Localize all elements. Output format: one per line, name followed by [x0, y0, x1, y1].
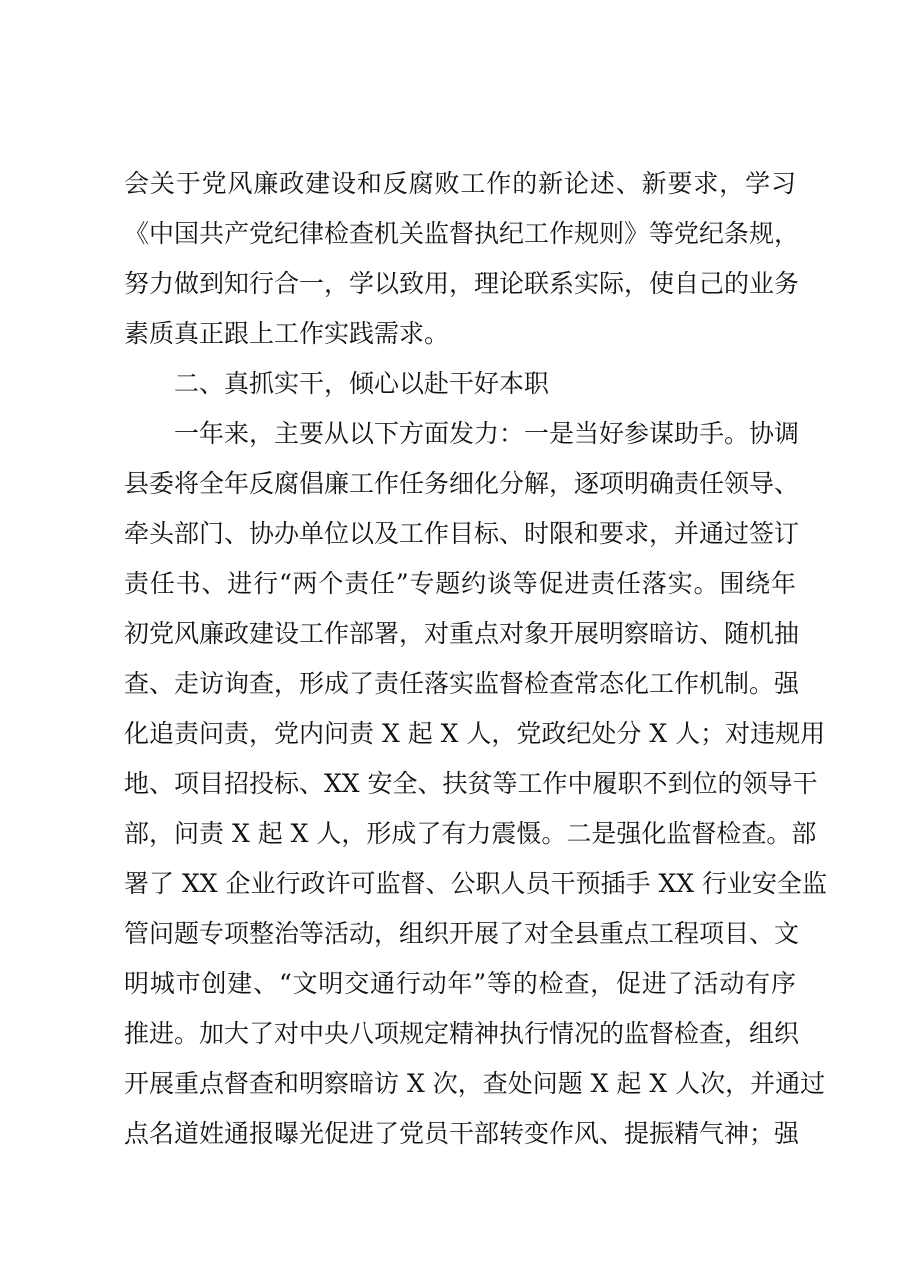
text-line-1: 会关于党风廉政建设和反腐败工作的新论述、新要求，学习: [124, 169, 796, 198]
text-line-18: 推进。加大了对中央八项规定精神执行情况的监督检查，组织: [124, 1019, 800, 1048]
section-heading: 二、真抓实干，倾心以赴干好本职: [174, 369, 550, 398]
text-line-11: 查、走访询查，形成了责任落实监督检查常态化工作机制。强: [124, 669, 800, 698]
text-line-9: 责任书、进行“两个责任”专题约谈等促进责任落实。围绕年: [124, 569, 796, 598]
text-line-2: 《中国共产党纪律检查机关监督执纪工作规则》等党纪条规，: [124, 219, 800, 248]
text-line-13: 地、项目招投标、XX 安全、扶贫等工作中履职不到位的领导干: [124, 769, 818, 798]
text-line-17: 明城市创建、“文明交通行动年”等的检查，促进了活动有序: [124, 969, 796, 998]
text-line-20: 点名道姓通报曝光促进了党员干部转变作风、提振精气神；强: [124, 1119, 800, 1148]
text-line-8: 牵头部门、协办单位以及工作目标、时限和要求，并通过签订: [124, 519, 800, 548]
text-line-16: 管问题专项整治等活动，组织开展了对全县重点工程项目、文: [124, 919, 800, 948]
text-line-7: 县委将全年反腐倡廉工作任务细化分解，逐项明确责任领导、: [124, 469, 800, 498]
text-line-6: 一年来，主要从以下方面发力：一是当好参谋助手。协调: [174, 419, 800, 448]
text-line-14: 部，问责 X 起 X 人，形成了有力震慑。二是强化监督检查。部: [124, 819, 817, 848]
text-line-4: 素质真正跟上工作实践需求。: [124, 319, 450, 348]
text-line-19: 开展重点督查和明察暗访 X 次，查处问题 X 起 X 人次，并通过: [124, 1069, 826, 1098]
text-line-15: 署了 XX 企业行政许可监督、公职人员干预插手 XX 行业安全监: [124, 869, 827, 898]
text-line-12: 化追责问责，党内问责 X 起 X 人，党政纪处分 X 人；对违规用: [124, 719, 826, 748]
text-line-10: 初党风廉政建设工作部署，对重点对象开展明察暗访、随机抽: [124, 619, 800, 648]
text-line-3: 努力做到知行合一，学以致用，理论联系实际，使自己的业务: [124, 269, 800, 298]
